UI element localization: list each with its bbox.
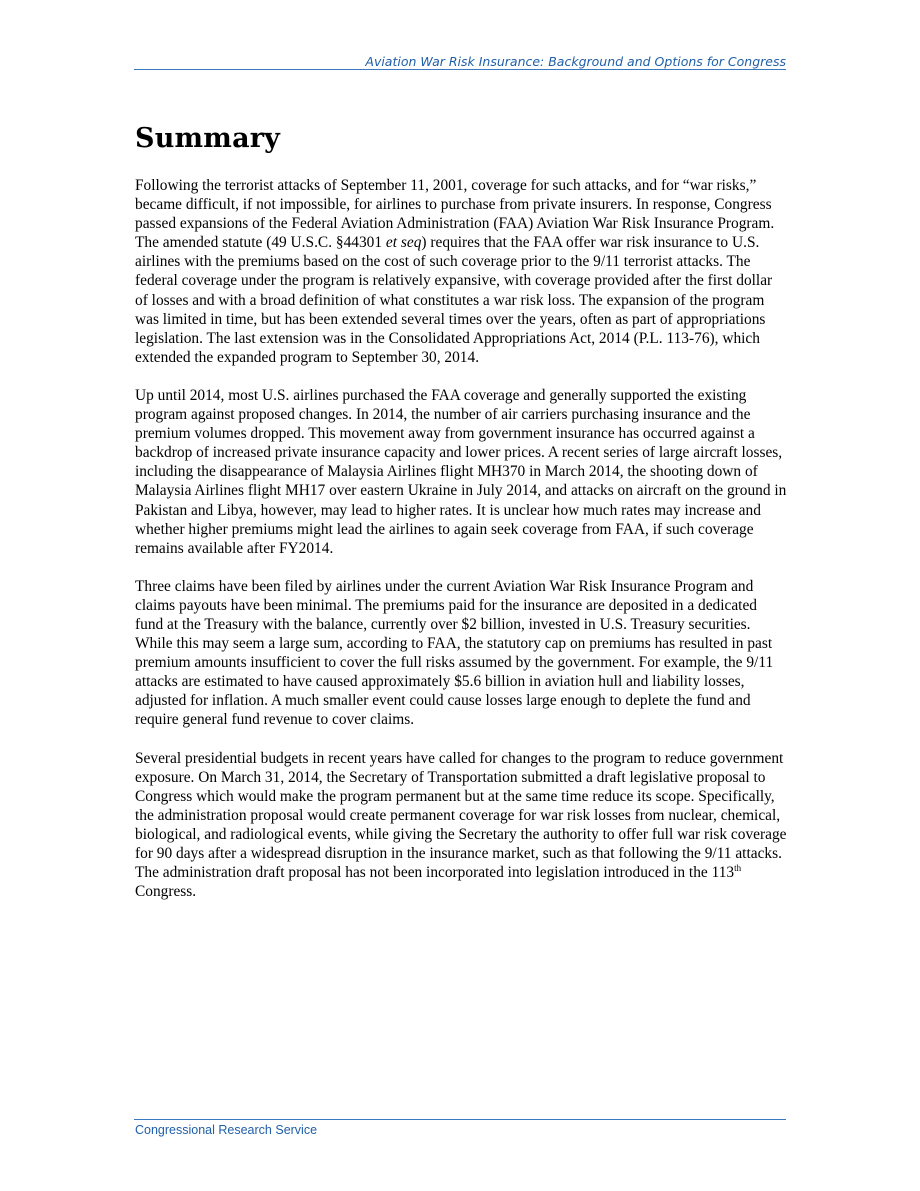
- page-title: Summary: [135, 123, 281, 154]
- paragraph-4-text: Several presidential budgets in recent years have called for changes to the program to reduce government exposure. On March 31, 2014, the Secretary of Transportation submitted a draft legislative proposal to Congress which would make the program permanent but at the same time reduce its scope. Specifically, the administration proposal would create permanent coverage for war risk losses from nuclear, chemical, biological, and radiological events, while giving the Secretary the authority to offer full war risk coverage for 90 days after a widespread disruption in the insurance market, such as that following the 9/11 attacks. The administration draft proposal has not been incorporated into legislation introduced in the 113: [135, 749, 787, 882]
- paragraph-4-end: Congress.: [135, 883, 197, 901]
- ordinal-superscript: th: [734, 863, 742, 874]
- paragraph-1-text-b: ) requires that the FAA offer war risk insurance to U.S. airlines with the premiums based on the cost of such coverage prior to the 9/11 terrorist attacks. The federal coverage under the program is relatively expansive, with coverage provided after the first dollar of losses and with a broad definition of what constitutes a war risk loss. The expansion of the program was limited in time, but has been extended several times over the years, often as part of appropriations legislation. The last extension was in the Consolidated Appropriations Act, 2014 (P.L. 113-76), which extended the expanded program to September 30, 2014.: [135, 234, 773, 366]
- header-divider: [134, 69, 786, 70]
- paragraph-1: [135, 176, 787, 367]
- paragraph-3: Three claims have been filed by airlines under the current Aviation War Risk Insurance Program and claims payouts have been minimal. The premiums paid for the insurance are deposited in a dedicated fund at the Treasury with the balance, currently over $2 billion, invested in U.S. Treasury securities. While this may seem a large sum, according to FAA, the statutory cap on premiums has resulted in past premium amounts insufficient to cover the full risks assumed by the government. For example, the 9/11 attacks are estimated to have caused approximately $5.6 billion in aviation hull and liability losses, adjusted for inflation. A much smaller event could cause losses large enough to deplete the fund and require general fund revenue to cover claims.: [135, 577, 774, 729]
- summary-body: [135, 176, 787, 920]
- paragraph-1-text-a: Following the terrorist attacks of September 11, 2001, coverage for such attacks, and for “war risks,” became difficult, if not impossible, for airlines to purchase from private insurers. In response, Congress passed expansions of the Federal Aviation Administration (FAA) Aviation War Risk Insurance Program. The amended statute (49 U.S.C. §44301: [135, 177, 775, 252]
- paragraph-4: [135, 749, 787, 902]
- footer-divider: [134, 1119, 786, 1120]
- paragraph-1-italic: et seq: [385, 234, 422, 252]
- paragraph-2: Up until 2014, most U.S. airlines purchased the FAA coverage and generally supported the existing program against proposed changes. In 2014, the number of air carriers purchasing insurance and the premium volumes dropped. This movement away from government insurance has occurred against a backdrop of increased private insurance capacity and lower prices. A recent series of large aircraft losses, including the disappearance of Malaysia Airlines flight MH370 in March 2014, the shooting down of Malaysia Airlines flight MH17 over eastern Ukraine in July 2014, and attacks on aircraft on the ground in Pakistan and Libya, however, may lead to higher rates. It is unclear how much rates may increase and whether higher premiums might lead the airlines to again seek coverage from FAA, if such coverage remains available after FY2014.: [135, 386, 787, 557]
- running-footer: Congressional Research Service: [135, 1123, 318, 1137]
- running-header: Aviation War Risk Insurance: Background and Options for Congress: [365, 54, 786, 69]
